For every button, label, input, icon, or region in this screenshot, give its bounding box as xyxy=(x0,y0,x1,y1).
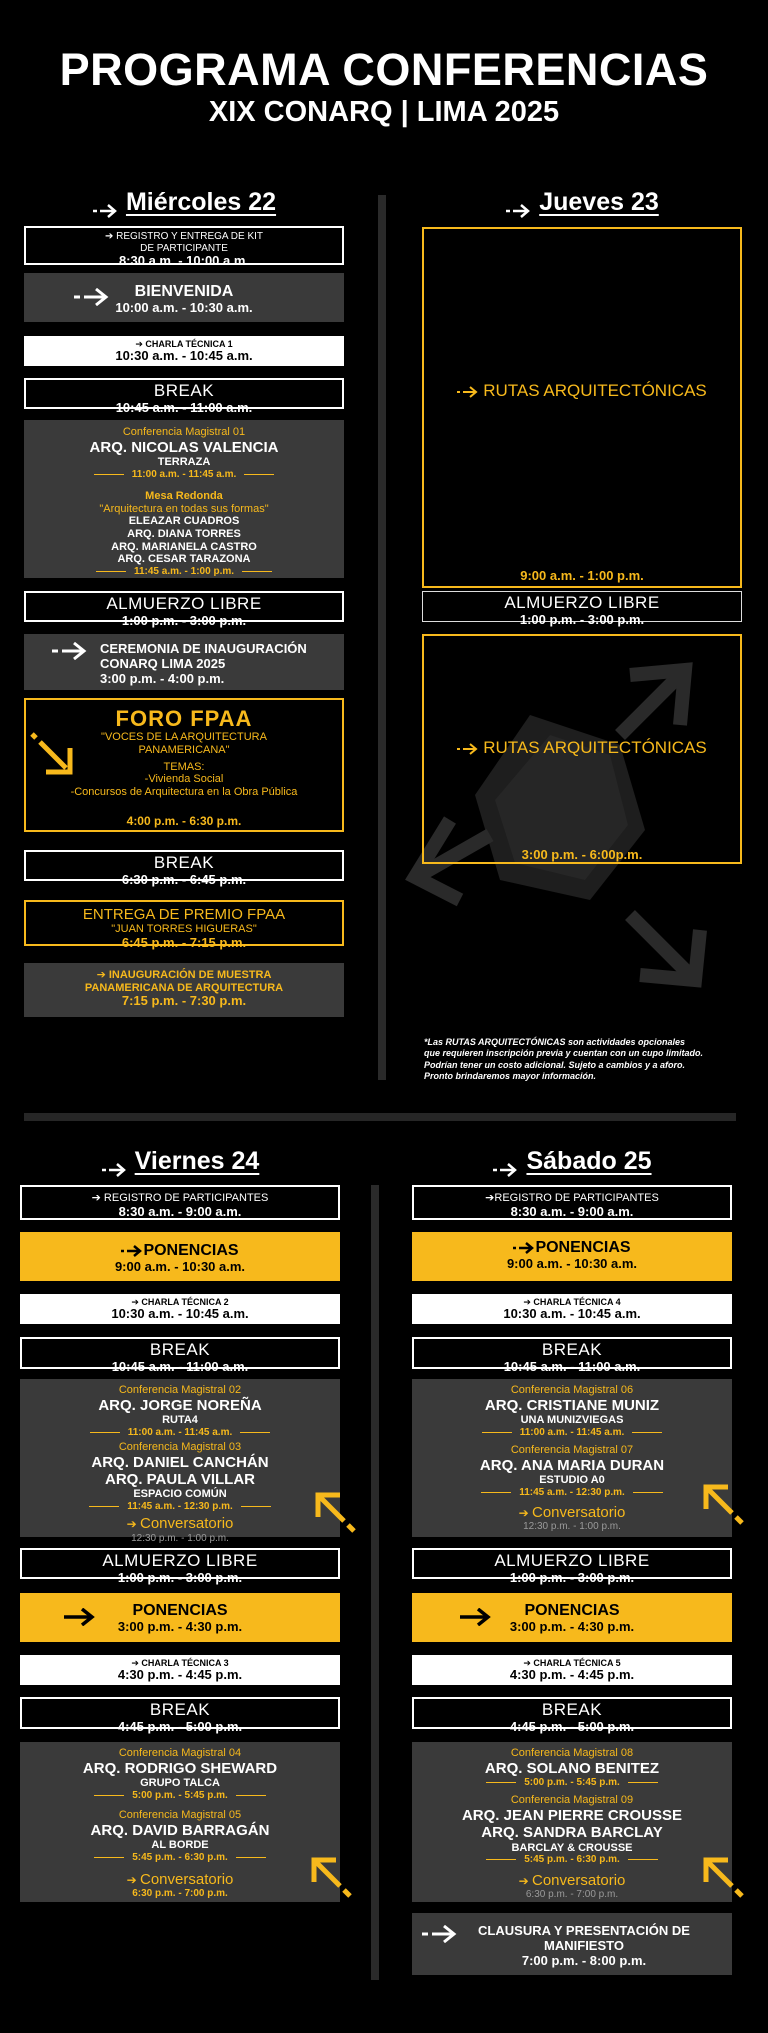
arrow-right-icon xyxy=(64,1608,98,1626)
rutas-label: RUTAS ARQUITECTÓNICAS xyxy=(483,738,707,757)
time: 5:45 p.m. - 6:30 p.m. xyxy=(132,1851,228,1863)
time: 9:00 a.m. - 10:30 a.m. xyxy=(506,1256,638,1272)
speaker-name: ARQ. DANIEL CANCHÁN xyxy=(91,1453,269,1471)
muestra-label: ➔ INAUGURACIÓN DE MUESTRA xyxy=(96,969,272,981)
time: 10:30 a.m. - 10:45 a.m. xyxy=(115,348,253,364)
day-heading-saturday xyxy=(412,1147,732,1176)
time: 10:45 a.m. - 11:00 a.m. xyxy=(115,399,253,415)
time: 11:45 a.m. - 1:00 p.m. xyxy=(133,565,235,577)
ponencias-label: PONENCIAS xyxy=(132,1602,228,1619)
place: TERRAZA xyxy=(157,455,211,468)
conf-tag: Conferencia Magistral 05 xyxy=(118,1809,242,1822)
time-row xyxy=(412,1487,732,1499)
conversatorio-label: Conversatorio xyxy=(140,1871,234,1889)
place: RUTA4 xyxy=(162,1413,198,1426)
thu-rutas-2 xyxy=(422,634,742,864)
time: 6:30 p.m. - 6:45 p.m. xyxy=(121,871,247,887)
arrow-right-icon xyxy=(74,288,110,306)
day-label: Jueves 23 xyxy=(539,188,659,216)
rutas-row xyxy=(424,381,740,401)
time: 11:45 a.m. - 12:30 p.m. xyxy=(519,1486,625,1498)
ceremonia-label: CEREMONIA DE INAUGURACIÓN xyxy=(100,641,307,656)
charla-label: ➔ CHARLA TÉCNICA 4 xyxy=(523,1297,621,1307)
fri-ponencias-2 xyxy=(20,1593,340,1642)
ponencias-label: PONENCIAS xyxy=(535,1239,631,1256)
time: 10:30 a.m. - 10:45 a.m. xyxy=(111,1306,249,1322)
bienvenida-label: BIENVENIDA xyxy=(134,283,234,300)
foro-subtitle-2: PANAMERICANA" xyxy=(138,743,230,756)
time-row xyxy=(20,1790,340,1802)
time: 6:45 p.m. - 7:15 p.m. xyxy=(121,934,247,950)
note-line: Pronto brindaremos mayor información. xyxy=(424,1070,597,1081)
time: 5:00 p.m. - 5:45 p.m. xyxy=(132,1789,228,1801)
time: 6:30 p.m. - 7:00 p.m. xyxy=(525,1888,619,1900)
arrow-right-icon xyxy=(457,743,479,755)
time: 1:00 p.m. - 3:00 p.m. xyxy=(117,1569,243,1585)
time: 3:00 p.m. - 4:00 p.m. xyxy=(100,670,225,686)
fri-charla-3 xyxy=(20,1655,340,1685)
wed-premio xyxy=(24,900,344,950)
sat-charla-4 xyxy=(412,1294,732,1324)
place: AL BORDE xyxy=(151,1838,209,1851)
sat-conferencias-am xyxy=(412,1379,732,1537)
fri-conferencias-pm xyxy=(20,1742,340,1902)
speaker-name: ARQ. DAVID BARRAGÁN xyxy=(90,1821,270,1839)
conversatorio-row: ➔ Conversatorio xyxy=(126,1515,234,1533)
sat-clausura xyxy=(412,1913,732,1975)
wed-foro-fpaa xyxy=(24,698,344,832)
section-divider xyxy=(24,1113,736,1121)
fri-break-2 xyxy=(20,1697,340,1734)
time: 7:00 p.m. - 8:00 p.m. xyxy=(521,1952,647,1968)
ponencias-row xyxy=(20,1242,340,1260)
time: 4:00 p.m. - 6:30 p.m. xyxy=(126,813,242,828)
place: GRUPO TALCA xyxy=(140,1776,220,1789)
arrow-up-left-icon xyxy=(310,1856,354,1900)
arrow-right-icon xyxy=(492,1155,518,1169)
ponencias-label: PONENCIAS xyxy=(524,1602,620,1619)
almuerzo-label: ALMUERZO LIBRE xyxy=(504,593,660,612)
break-label: BREAK xyxy=(541,1700,603,1719)
break-label: BREAK xyxy=(153,853,215,872)
arrow-up-left-icon xyxy=(702,1483,746,1527)
thu-rutas-1 xyxy=(422,227,742,588)
wed-muestra xyxy=(24,963,344,1017)
day-label: Sábado 25 xyxy=(526,1147,652,1175)
fri-break-1 xyxy=(20,1337,340,1374)
time: 11:00 a.m. - 11:45 a.m. xyxy=(519,1426,625,1438)
rutas-label: RUTAS ARQUITECTÓNICAS xyxy=(483,381,707,400)
wed-charla-1 xyxy=(24,336,344,366)
conf-tag: Conferencia Magistral 09 xyxy=(510,1794,634,1807)
arrow-right-icon xyxy=(513,1242,535,1254)
fri-almuerzo xyxy=(20,1548,340,1585)
speaker-name: ARQ. PAULA VILLAR xyxy=(105,1470,255,1488)
time: 12:30 p.m. - 1:00 p.m. xyxy=(523,1521,621,1533)
place: UNA MUNIZVIEGAS xyxy=(520,1413,624,1426)
time: 10:45 a.m. - 11:00 a.m. xyxy=(111,1358,249,1374)
foro-temas: TEMAS: xyxy=(163,760,205,773)
speaker-name: ARQ. SANDRA BARCLAY xyxy=(481,1824,663,1842)
time-row xyxy=(20,1427,340,1439)
foro-tema: -Vivienda Social xyxy=(144,773,224,786)
speaker-name: ARQ. ANA MARIA DURAN xyxy=(479,1456,665,1474)
conversatorio-row: ➔ Conversatorio xyxy=(518,1504,626,1522)
panelist: ARQ. DIANA TORRES xyxy=(127,527,241,540)
mesa-tag: Mesa Redonda xyxy=(145,490,223,503)
time: 10:30 a.m. - 10:45 a.m. xyxy=(503,1306,641,1322)
sat-ponencias-1 xyxy=(412,1232,732,1281)
fri-registro xyxy=(20,1185,340,1220)
page-title: PROGRAMA CONFERENCIAS xyxy=(59,44,709,95)
clausura-label-2: MANIFIESTO xyxy=(544,1937,624,1953)
charla-label: ➔ CHARLA TÉCNICA 1 xyxy=(135,339,233,349)
time: 10:00 a.m. - 10:30 a.m. xyxy=(115,300,253,316)
day-label: Miércoles 22 xyxy=(125,188,277,216)
foro-subtitle: "VOCES DE LA ARQUITECTURA xyxy=(101,731,267,744)
conf-tag: Conferencia Magistral 06 xyxy=(510,1384,634,1396)
foro-tema: -Concursos de Arquitectura en la Obra Pública xyxy=(70,785,298,798)
time-row xyxy=(412,1427,732,1439)
time: 8:30 a.m. - 10:00 a.m. xyxy=(118,253,250,268)
time: 3:00 p.m. - 6:00p.m. xyxy=(521,847,643,862)
conf-tag: Conferencia Magistral 08 xyxy=(510,1747,634,1759)
arrow-right-icon xyxy=(92,196,118,210)
wed-registro xyxy=(24,226,344,268)
time: 4:30 p.m. - 4:45 p.m. xyxy=(117,1667,243,1683)
arrow-right-icon xyxy=(505,196,531,210)
time: 11:00 a.m. - 11:45 a.m. xyxy=(127,1426,233,1438)
place: ESTUDIO A0 xyxy=(539,1473,605,1486)
panelist: ELEAZAR CUADROS xyxy=(128,515,240,528)
registro-label: ➔ REGISTRO Y ENTREGA DE KIT xyxy=(104,231,264,242)
registro-label: ➔REGISTRO DE PARTICIPANTES xyxy=(485,1192,659,1204)
time: 5:00 p.m. - 5:45 p.m. xyxy=(524,1776,620,1788)
speaker-name: ARQ. JEAN PIERRE CROUSSE xyxy=(461,1807,683,1825)
ceremonia-label-2: CONARQ LIMA 2025 xyxy=(100,655,226,671)
wed-break-2 xyxy=(24,850,344,887)
rutas-note xyxy=(424,1037,744,1082)
fri-conferencias-am xyxy=(20,1379,340,1544)
time: 4:45 p.m. - 5:00 p.m. xyxy=(117,1718,243,1734)
sat-break-2 xyxy=(412,1697,732,1734)
time-row xyxy=(24,566,344,578)
foro-title: FORO FPAA xyxy=(115,706,253,731)
time: 11:45 a.m. - 12:30 p.m. xyxy=(127,1500,233,1512)
thu-almuerzo xyxy=(422,591,742,627)
panelist: ARQ. MARIANELA CASTRO xyxy=(111,540,257,553)
note-line: que requieren inscripción previa y cuentan con un cupo limitado. xyxy=(424,1048,704,1059)
fri-charla-2 xyxy=(20,1294,340,1324)
time-row xyxy=(412,1854,732,1866)
ponencias-row xyxy=(412,1239,732,1257)
fri-ponencias-1 xyxy=(20,1232,340,1281)
conversatorio-row: ➔ Conversatorio xyxy=(518,1871,626,1889)
sat-ponencias-2 xyxy=(412,1593,732,1642)
sat-almuerzo xyxy=(412,1548,732,1585)
arrow-right-icon xyxy=(101,1155,127,1169)
wed-conferencias xyxy=(24,420,344,578)
time: 1:00 p.m. - 3:00 p.m. xyxy=(519,611,645,627)
conversatorio-label: Conversatorio xyxy=(140,1515,234,1533)
arrow-right-icon xyxy=(422,1925,458,1943)
wed-break-1 xyxy=(24,378,344,415)
panelist: ARQ. CESAR TARAZONA xyxy=(117,553,251,566)
note-line: *Las RUTAS ARQUITECTÓNICAS son actividades opcionales xyxy=(424,1037,686,1047)
charla-label: ➔ CHARLA TÉCNICA 5 xyxy=(523,1658,621,1668)
speaker-name: ARQ. RODRIGO SHEWARD xyxy=(82,1759,278,1777)
charla-label: ➔ CHARLA TÉCNICA 3 xyxy=(131,1658,229,1668)
conversatorio-row: ➔ Conversatorio xyxy=(126,1871,234,1889)
arrow-right-icon xyxy=(52,642,88,660)
time: 1:00 p.m. - 3:00 p.m. xyxy=(121,612,247,628)
sat-conferencias-pm xyxy=(412,1742,732,1902)
time: 3:00 p.m. - 4:30 p.m. xyxy=(509,1619,635,1635)
time: 4:30 p.m. - 4:45 p.m. xyxy=(509,1667,635,1683)
break-label: BREAK xyxy=(153,381,215,400)
registro-label-2: DE PARTICIPANTE xyxy=(140,242,228,254)
premio-label: ENTREGA DE PREMIO FPAA xyxy=(82,906,286,923)
time: 10:45 a.m. - 11:00 a.m. xyxy=(503,1358,641,1374)
time: 9:00 a.m. - 1:00 p.m. xyxy=(520,568,644,583)
conf-tag: Conferencia Magistral 02 xyxy=(118,1384,242,1396)
break-label: BREAK xyxy=(149,1700,211,1719)
day-heading-thursday xyxy=(422,188,742,217)
speaker-name: ARQ. CRISTIANE MUNIZ xyxy=(484,1396,660,1414)
conf-tag: Conferencia Magistral 04 xyxy=(118,1747,242,1759)
conf-tag: Conferencia Magistral 07 xyxy=(510,1444,634,1457)
speaker-name: ARQ. NICOLAS VALENCIA xyxy=(89,438,279,456)
speaker-name: ARQ. SOLANO BENITEZ xyxy=(484,1759,660,1777)
speaker-name: ARQ. JORGE NOREÑA xyxy=(98,1396,262,1414)
mesa-subtitle: "Arquitectura en todas sus formas" xyxy=(99,502,269,515)
time: 12:30 p.m. - 1:00 p.m. xyxy=(131,1532,229,1544)
day-label: Viernes 24 xyxy=(134,1147,260,1175)
time: 1:00 p.m. - 3:00 p.m. xyxy=(509,1569,635,1585)
rutas-row xyxy=(424,738,740,758)
time: 6:30 p.m. - 7:00 p.m. xyxy=(132,1888,228,1900)
almuerzo-label: ALMUERZO LIBRE xyxy=(106,594,262,613)
day-heading-friday xyxy=(20,1147,340,1176)
almuerzo-label: ALMUERZO LIBRE xyxy=(494,1551,650,1570)
time-row xyxy=(412,1777,732,1789)
charla-label: ➔ CHARLA TÉCNICA 2 xyxy=(131,1297,229,1307)
place: ESPACIO COMÚN xyxy=(133,1488,227,1501)
arrow-right-icon xyxy=(121,1245,143,1257)
sat-charla-5 xyxy=(412,1655,732,1685)
conversatorio-label: Conversatorio xyxy=(532,1504,626,1522)
muestra-label-2: PANAMERICANA DE ARQUITECTURA xyxy=(84,981,284,994)
ponencias-label: PONENCIAS xyxy=(143,1242,239,1259)
clausura-label: CLAUSURA Y PRESENTACIÓN DE xyxy=(478,1923,690,1938)
time-row xyxy=(20,1852,340,1864)
conf-tag: Conferencia Magistral 03 xyxy=(118,1441,242,1454)
place: BARCLAY & CROUSSE xyxy=(511,1841,633,1854)
arrow-up-left-icon xyxy=(702,1856,746,1900)
break-label: BREAK xyxy=(541,1340,603,1359)
time: 7:15 p.m. - 7:30 p.m. xyxy=(121,993,247,1009)
time-row xyxy=(24,469,344,481)
registro-label: ➔ REGISTRO DE PARTICIPANTES xyxy=(91,1192,269,1204)
conversatorio-label: Conversatorio xyxy=(532,1871,626,1889)
wed-ceremonia xyxy=(24,634,344,690)
column-divider-bottom xyxy=(371,1185,379,1980)
time: 3:00 p.m. - 4:30 p.m. xyxy=(117,1619,243,1635)
arrow-right-icon xyxy=(460,1608,494,1626)
wed-bienvenida xyxy=(24,273,344,322)
premio-subtitle: "JUAN TORRES HIGUERAS" xyxy=(111,923,257,936)
wed-almuerzo xyxy=(24,591,344,628)
sat-registro xyxy=(412,1185,732,1220)
time: 5:45 p.m. - 6:30 p.m. xyxy=(524,1854,620,1866)
note-line: Podrían tener un costo adicional. Sujeto a cambios y a aforo. xyxy=(424,1059,686,1070)
time: 11:00 a.m. - 11:45 a.m. xyxy=(131,468,237,480)
sat-break-1 xyxy=(412,1337,732,1374)
column-divider-top xyxy=(378,195,386,1080)
time: 8:30 a.m. - 9:00 a.m. xyxy=(510,1203,634,1219)
conf-tag: Conferencia Magistral 01 xyxy=(122,426,246,438)
break-label: BREAK xyxy=(149,1340,211,1359)
day-heading-wednesday xyxy=(24,188,344,217)
time: 8:30 a.m. - 9:00 a.m. xyxy=(118,1203,242,1219)
arrow-down-right-icon xyxy=(30,732,80,782)
arrow-right-icon xyxy=(457,386,479,398)
time-row xyxy=(20,1501,340,1513)
time: 9:00 a.m. - 10:30 a.m. xyxy=(114,1259,246,1275)
page-subtitle: XIX CONARQ | LIMA 2025 xyxy=(208,96,560,128)
time: 4:45 p.m. - 5:00 p.m. xyxy=(509,1718,635,1734)
arrow-up-left-icon xyxy=(314,1491,358,1535)
almuerzo-label: ALMUERZO LIBRE xyxy=(102,1551,258,1570)
